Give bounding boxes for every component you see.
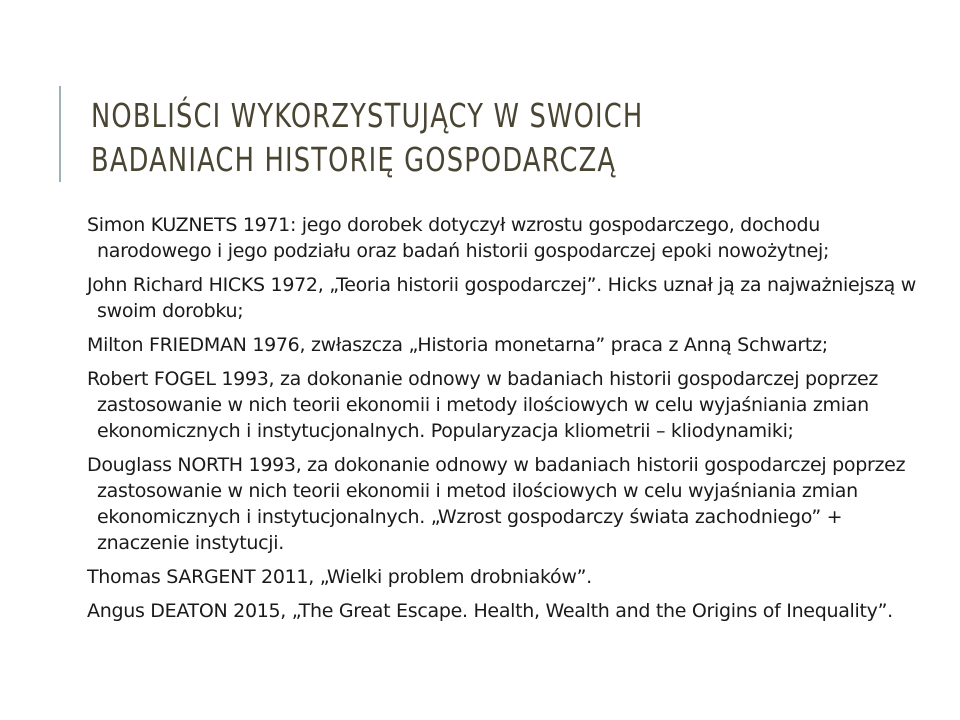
list-item-friedman: Milton FRIEDMAN 1976, zwłaszcza „Historia monetarna” praca z Anną Schwartz; xyxy=(87,334,828,356)
slide-title xyxy=(91,94,746,182)
slide-title-line-2: BADANIACH HISTORIĘ GOSPODARCZĄ xyxy=(91,140,617,179)
laureates-list xyxy=(87,212,927,632)
title-accent-bar xyxy=(59,86,61,182)
slide-title-line-1: NOBLIŚCI WYKORZYSTUJĄCY W SWOICH xyxy=(91,96,644,135)
list-item-sargent: Thomas SARGENT 2011, „Wielki problem drobniaków”. xyxy=(87,566,592,588)
list-item-deaton: Angus DEATON 2015, „The Great Escape. Health, Wealth and the Origins of Inequality”. xyxy=(87,600,893,622)
list-item-fogel: Robert FOGEL 1993, za dokonanie odnowy w badaniach historii gospodarczej poprzez zastosowanie w nich teorii ekonomii i metody ilościowych w celu wyjaśniania zmian ekonomicznych i instytucjonalnych. Popularyzacja kliometrii – kliodynamiki; xyxy=(87,368,879,442)
list-item-hicks: John Richard HICKS 1972, „Teoria historii gospodarczej”. Hicks uznał ją za najważniejszą w swoim dorobku; xyxy=(87,274,916,322)
list-item-north: Douglass NORTH 1993, za dokonanie odnowy w badaniach historii gospodarczej poprzez zastosowanie w nich teorii ekonomii i metod ilościowych w celu wyjaśniania zmian ekonomicznych i instytucjonalnych. „Wzrost gospodarczy świata zachodniego” + znaczenie instytucji. xyxy=(87,454,906,554)
list-item-kuznets: Simon KUZNETS 1971: jego dorobek dotyczył wzrostu gospodarczego, dochodu narodowego i jego podziału oraz badań historii gospodarczej epoki nowożytnej; xyxy=(87,214,830,262)
